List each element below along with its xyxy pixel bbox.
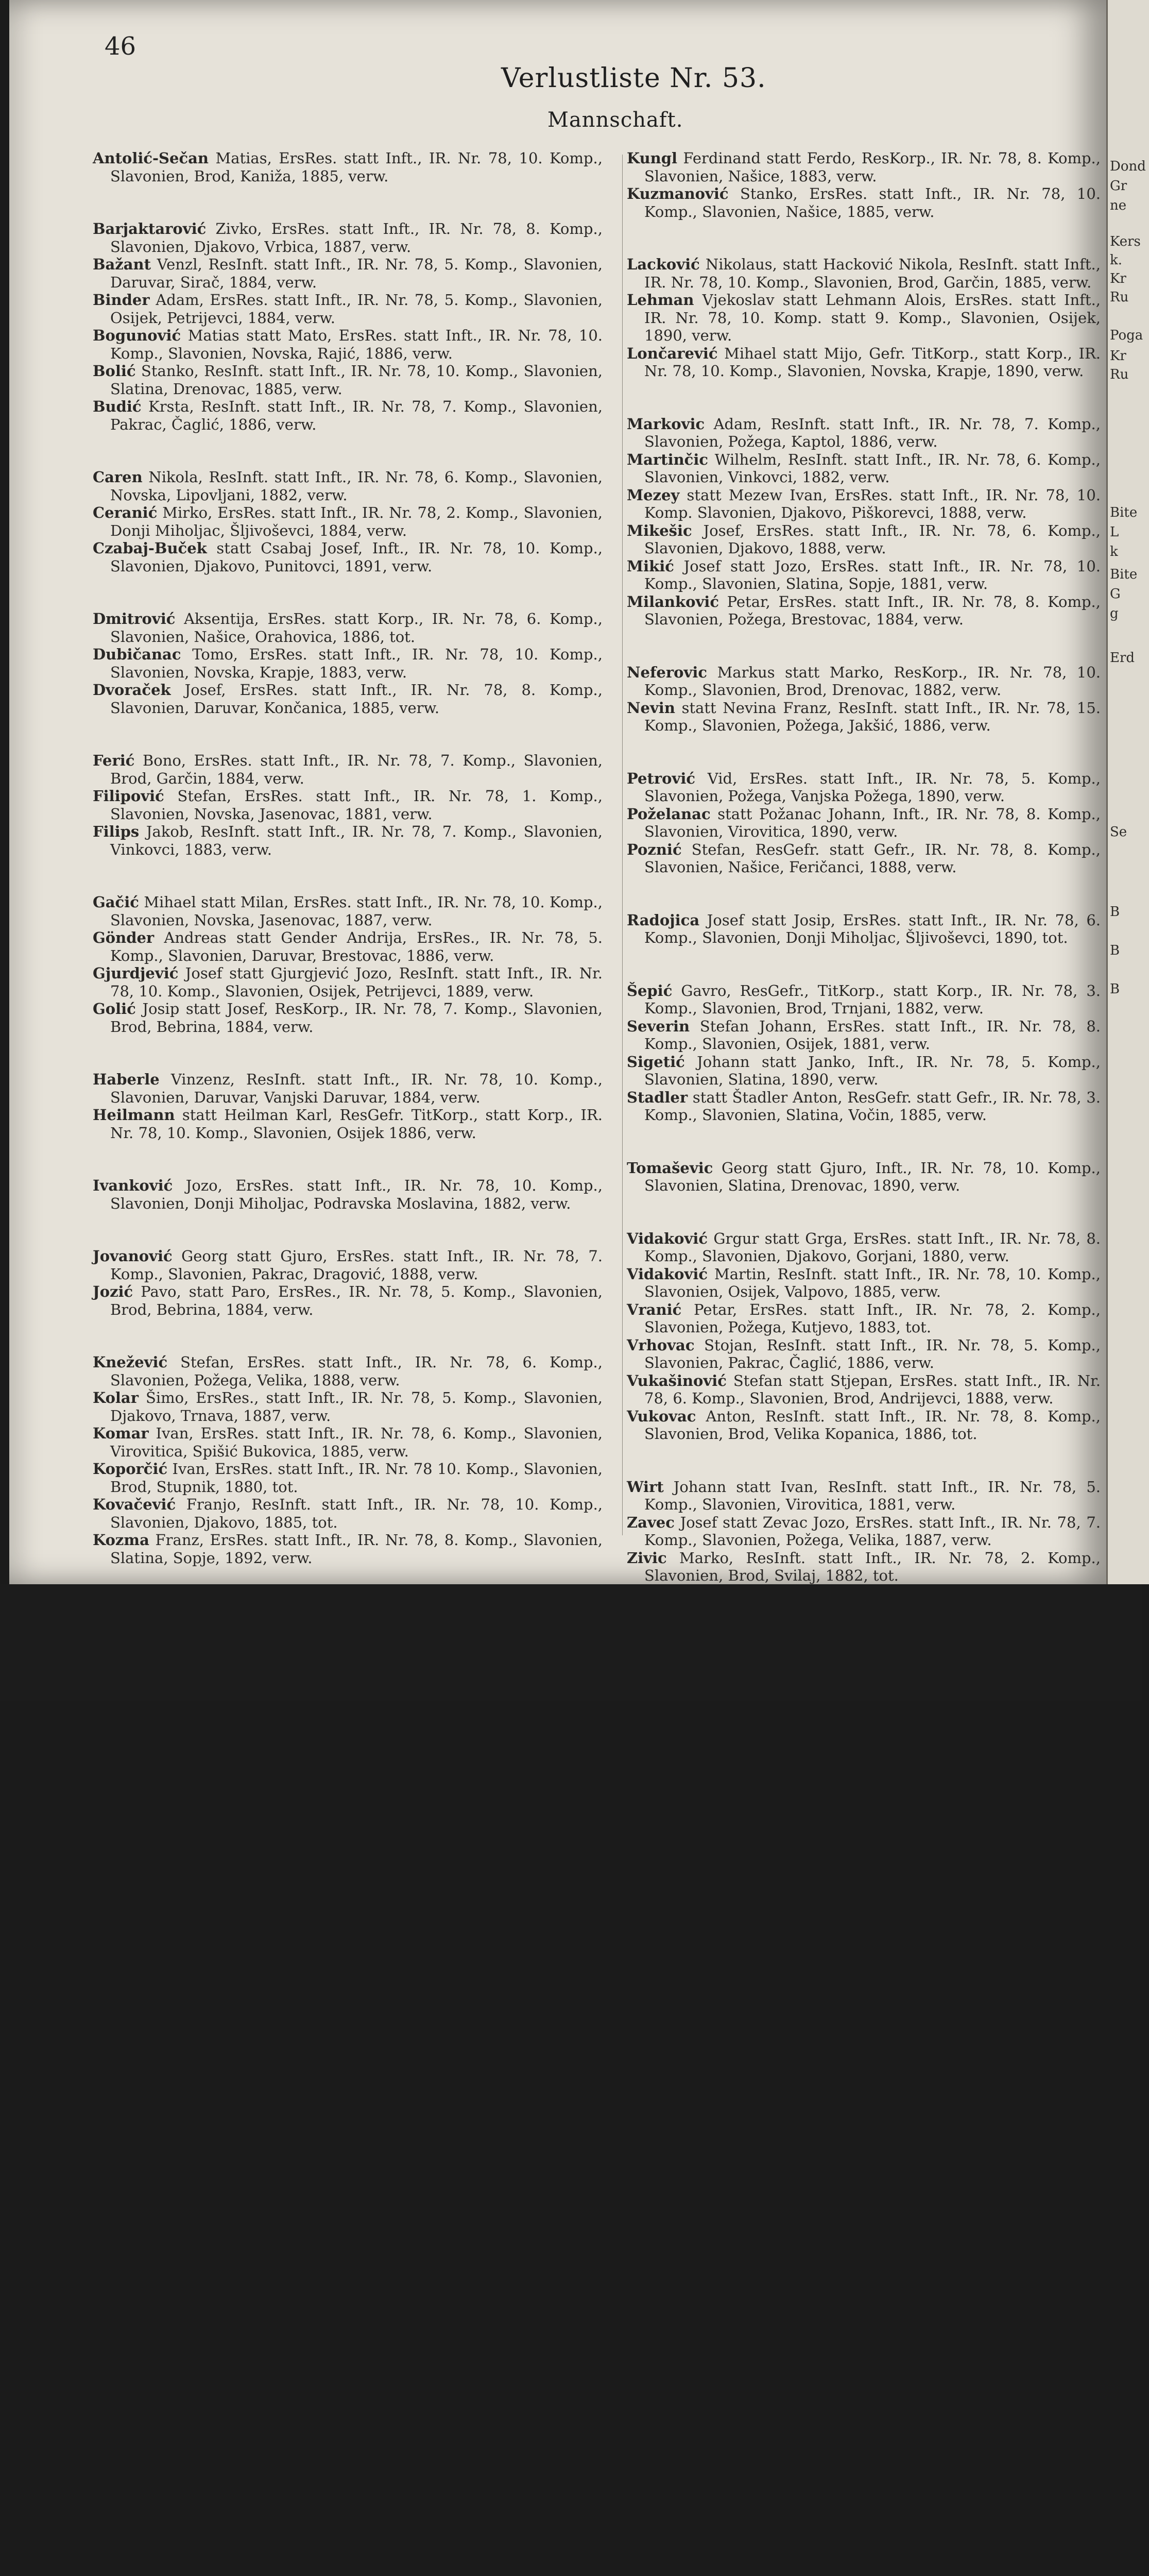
casualty-entry (93, 327, 603, 362)
entry-details: Josef statt Josip, ErsRes. statt Inft., IR. Nr. 78, 6. Komp., Slavonien, Donji Miholjac, Šljivoševci, 1890, tot. (644, 911, 1101, 946)
casualty-entry (627, 451, 1101, 486)
entry-details: Mirko, ErsRes. statt Inft., IR. Nr. 78, 2. Komp., Slavonien, Donji Miholjac, Šljivoševci, 1884, verw. (110, 504, 603, 539)
casualty-entry (93, 681, 603, 717)
entry-surname: Poželanac (627, 805, 711, 823)
entry-details: Gavro, ResGefr., TitKorp., statt Korp., IR. Nr. 78, 3. Komp., Slavonien, Brod, Trnjani, 1882, verw. (644, 981, 1101, 1017)
entry-surname: Bažant (93, 256, 151, 273)
entry-details: Matias, ErsRes. statt Inft., IR. Nr. 78, 10. Komp., Slavonien, Brod, Kaniža, 1885, verw. (110, 149, 603, 185)
entry-surname: Sigetić (627, 1053, 685, 1071)
entry-details: Josef, ErsRes. statt Inft., IR. Nr. 78, 6. Komp., Slavonien, Djakovo, 1888, verw. (644, 521, 1101, 557)
casualty-entry (93, 398, 603, 433)
next-page-fragment: Ru (1110, 290, 1129, 305)
entry-details: statt Csabaj Josef, Inft., IR. Nr. 78, 10. Komp., Slavonien, Djakovo, Punitovci, 1891, verw. (110, 539, 603, 575)
casualty-entry (627, 1089, 1101, 1124)
entry-details: Nikola, ResInft. statt Inft., IR. Nr. 78, 6. Komp., Slavonien, Novska, Lipovljani, 1882, verw. (110, 468, 603, 504)
entry-gap (93, 433, 603, 468)
entry-details: Andreas statt Gender Andrija, ErsRes., IR. Nr. 78, 5. Komp., Slavonien, Daruvar, Brestovac, 1886, verw. (110, 929, 603, 964)
casualty-entry (627, 1336, 1101, 1372)
entry-details: statt Nevina Franz, ResInft. statt Inft., IR. Nr. 78, 15. Komp., Slavonien, Požega, Jakšić, 1886, verw. (644, 699, 1101, 734)
entry-details: Josef statt Zevac Jozo, ErsRes. statt Inft., IR. Nr. 78, 7. Komp., Slavonien, Požega, Velika, 1887, verw. (644, 1513, 1101, 1549)
casualty-entry (627, 557, 1101, 593)
entry-details: statt Mezew Ivan, ErsRes. statt Inft., IR. Nr. 78, 10. Komp. Slavonien, Djakovo, Piškorevci, 1888, verw. (644, 486, 1101, 521)
entry-gap (627, 1124, 1101, 1159)
casualty-entry (627, 149, 1101, 185)
entry-surname: Wirt (627, 1478, 664, 1496)
entry-details: Nikolaus, statt Hacković Nikola, ResInft. statt Inft., IR. Nr. 78, 10. Komp., Slavonien, Brod, Garčin, 1885, verw. (644, 256, 1101, 291)
entry-surname: Filipović (93, 787, 164, 805)
casualty-entry (627, 1159, 1101, 1195)
casualty-entry (93, 823, 603, 858)
casualty-entry (93, 646, 603, 681)
entry-details: Marko, ResInft. statt Inft., IR. Nr. 78, 2. Komp., Slavonien, Brod, Svilaj, 1882, tot. (644, 1549, 1101, 1584)
entry-details: Vjekoslav statt Lehmann Alois, ErsRes. statt Inft., IR. Nr. 78, 10. Komp. statt 9. Komp., Slavonien, Osijek, 1890, verw. (644, 291, 1101, 344)
next-page-fragment: k (1110, 544, 1118, 560)
casualty-entry (627, 486, 1101, 522)
casualty-entry (627, 185, 1101, 221)
page-title: Verlustliste Nr. 53. (501, 63, 766, 94)
entry-surname: Heilmann (93, 1106, 175, 1124)
entry-gap (93, 1036, 603, 1071)
entry-gap (93, 1142, 603, 1177)
casualty-entry (93, 1460, 603, 1496)
entry-details: Venzl, ResInft. statt Inft., IR. Nr. 78, 5. Komp., Slavonien, Daruvar, Sirač, 1884, verw. (110, 256, 603, 291)
entry-details: Grgur statt Grga, ErsRes. statt Inft., IR. Nr. 78, 8. Komp., Slavonien, Djakovo, Gorjani, 1880, verw. (644, 1229, 1101, 1265)
entry-details: Jakob, ResInft. statt Inft., IR. Nr. 78, 7. Komp., Slavonien, Vinkovci, 1883, verw. (110, 823, 603, 858)
next-page-fragment: B (1110, 904, 1120, 920)
casualty-entry (627, 770, 1101, 805)
entry-details: Stanko, ResInft. statt Inft., IR. Nr. 78, 10. Komp., Slavonien, Slatina, Drenovac, 1885, verw. (110, 362, 603, 398)
next-page-fragment: k. (1110, 252, 1123, 268)
next-page-fragment: g (1110, 606, 1119, 621)
casualty-entry (93, 1106, 603, 1142)
next-page-fragment: G (1110, 586, 1121, 602)
casualty-entry (93, 149, 603, 185)
entry-surname: Lončarević (627, 344, 718, 362)
entry-surname: Martinčic (627, 450, 708, 468)
entry-details: Anton, ResInft. statt Inft., IR. Nr. 78, 8. Komp., Slavonien, Brod, Velika Kopanica, 1886, tot. (644, 1407, 1101, 1443)
casualty-entry (627, 982, 1101, 1018)
entry-surname: Filips (93, 823, 140, 840)
entry-details: statt Heilman Karl, ResGefr. TitKorp., statt Korp., IR. Nr. 78, 10. Komp., Slavonien, Osijek 1886, verw. (110, 1106, 603, 1142)
entry-surname: Caren (93, 468, 143, 486)
casualty-entry (627, 415, 1101, 451)
entry-details: Petar, ErsRes. statt Inft., IR. Nr. 78, 8. Komp., Slavonien, Požega, Brestovac, 1884, verw. (644, 592, 1101, 628)
entry-surname: Ceranić (93, 504, 158, 521)
entry-details: Markus statt Marko, ResKorp., IR. Nr. 78, 10. Komp., Slavonien, Brod, Drenovac, 1882, verw. (644, 663, 1101, 699)
casualty-entry (627, 1372, 1101, 1408)
entry-gap (627, 380, 1101, 415)
casualty-entry (93, 1389, 603, 1425)
casualty-entry (93, 752, 603, 787)
next-page-fragment: L (1110, 524, 1119, 540)
entry-details: Mihael statt Mijo, Gefr. TitKorp., statt Korp., IR. Nr. 78, 10. Komp., Slavonien, Novska, Krapje, 1890, verw. (644, 344, 1101, 380)
entry-details: Vid, ErsRes. statt Inft., IR. Nr. 78, 5. Komp., Slavonien, Požega, Vanjska Požega, 1890, verw. (644, 769, 1101, 805)
entry-gap (93, 185, 603, 220)
entry-surname: Czabaj-Buček (93, 539, 207, 557)
entry-details: Adam, ResInft. statt Inft., IR. Nr. 78, 7. Komp., Slavonien, Požega, Kaptol, 1886, verw. (644, 415, 1101, 450)
column-divider (622, 155, 623, 1535)
entry-surname: Antolić-Sečan (93, 149, 209, 167)
next-page-fragment: Bite (1110, 567, 1138, 582)
casualty-entry (93, 468, 603, 504)
entry-surname: Binder (93, 291, 150, 309)
entry-details: Zivko, ErsRes. statt Inft., IR. Nr. 78, 8. Komp., Slavonien, Djakovo, Vrbica, 1887, verw. (110, 220, 603, 256)
casualty-entry (93, 220, 603, 256)
casualty-entry (93, 1425, 603, 1460)
entry-surname: Tomaševic (627, 1159, 713, 1177)
next-page-fragment: Erd (1110, 650, 1135, 666)
entry-surname: Gačić (93, 893, 139, 911)
entry-surname: Budić (93, 398, 142, 415)
entry-surname: Neferovic (627, 663, 708, 681)
entry-surname: Zivic (627, 1549, 667, 1567)
casualty-entry (93, 787, 603, 823)
casualty-entry (627, 345, 1101, 380)
entry-details: Stefan, ResGefr. statt Gefr., IR. Nr. 78, 8. Komp., Slavonien, Našice, Feričanci, 1888, verw. (644, 840, 1101, 876)
entry-details: statt Požanac Johann, Inft., IR. Nr. 78, 8. Komp., Slavonien, Virovitica, 1890, verw. (644, 805, 1101, 840)
casualty-entry (627, 1265, 1101, 1301)
entry-surname: Radojica (627, 911, 700, 929)
entry-surname: Jovanović (93, 1247, 173, 1265)
casualty-entry (93, 256, 603, 291)
entry-details: Josip statt Josef, ResKorp., IR. Nr. 78, 7. Komp., Slavonien, Brod, Bebrina, 1884, verw. (110, 1000, 603, 1036)
next-page-fragment: B (1110, 943, 1120, 958)
casualty-entry (627, 1018, 1101, 1053)
entry-details: Vinzenz, ResInft. statt Inft., IR. Nr. 78, 10. Komp., Slavonien, Daruvar, Vanjski Daruvar, 1884, verw. (110, 1071, 603, 1106)
entry-details: Franjo, ResInft. statt Inft., IR. Nr. 78, 10. Komp., Slavonien, Djakovo, 1885, tot. (110, 1496, 603, 1531)
entry-details: Georg statt Gjuro, Inft., IR. Nr. 78, 10. Komp., Slavonien, Slatina, Drenovac, 1890, verw. (644, 1159, 1101, 1194)
entry-surname: Petrović (627, 769, 696, 787)
casualty-entry (627, 1301, 1101, 1336)
entry-details: Johann statt Ivan, ResInft. statt Inft., IR. Nr. 78, 5. Komp., Slavonien, Virovitica, 1881, verw. (644, 1478, 1101, 1513)
casualty-entry (93, 1177, 603, 1212)
entry-surname: Vidaković (627, 1229, 708, 1247)
entry-details: Ivan, ErsRes. statt Inft., IR. Nr. 78, 6. Komp., Slavonien, Virovitica, Spišić Bukovica, 1885, verw. (110, 1425, 603, 1460)
next-page-fragment: Gr (1110, 178, 1127, 194)
entry-details: Georg statt Gjuro, ErsRes. statt Inft., IR. Nr. 78, 7. Komp., Slavonien, Pakrac, Dragović, 1888, verw. (110, 1247, 603, 1283)
section-title: Mannschaft. (547, 108, 683, 132)
entry-surname: Vranić (627, 1300, 682, 1318)
casualty-entry (93, 1531, 603, 1567)
entry-details: Josef statt Jozo, ErsRes. statt Inft., IR. Nr. 78, 10. Komp., Slavonien, Slatina, Sopje, 1881, verw. (644, 557, 1101, 592)
entry-details: Josef statt Gjurgjević Jozo, ResInft. statt Inft., IR. Nr. 78, 10. Komp., Slavonien, Osijek, Petrijevci, 1889, verw. (110, 964, 603, 1000)
entry-details: Adam, ErsRes. statt Inft., IR. Nr. 78, 5. Komp., Slavonien, Osijek, Petrijevci, 1884, verw. (110, 291, 603, 327)
next-page-fragment: Ru (1110, 367, 1129, 382)
viewer-footer (0, 1584, 1142, 1701)
entry-gap (627, 876, 1101, 911)
entry-surname: Bogunović (93, 327, 181, 344)
casualty-entry (93, 291, 603, 327)
entry-gap (93, 717, 603, 752)
entry-details: Tomo, ErsRes. statt Inft., IR. Nr. 78, 10. Komp., Slavonien, Novska, Krapje, 1883, verw. (110, 646, 603, 681)
entry-surname: Vrhovac (627, 1336, 695, 1354)
next-page-fragment: Kr (1110, 348, 1126, 364)
casualty-entry (93, 1496, 603, 1531)
casualty-entry (93, 893, 603, 929)
entry-surname: Severin (627, 1017, 690, 1035)
entry-details: Johann statt Janko, Inft., IR. Nr. 78, 5. Komp., Slavonien, Slatina, 1890, verw. (644, 1053, 1101, 1088)
casualty-entry (627, 805, 1101, 841)
entry-surname: Markovic (627, 415, 705, 433)
casualty-entry (627, 1230, 1101, 1265)
entry-surname: Kovačević (93, 1496, 176, 1513)
casualty-entry (93, 362, 603, 398)
entry-surname: Dubičanac (93, 646, 181, 663)
casualty-entry (93, 1000, 603, 1036)
casualty-entry (93, 1071, 603, 1106)
entry-surname: Milanković (627, 592, 719, 611)
next-page-fragment: ne (1110, 198, 1127, 213)
entry-surname: Knežević (93, 1353, 168, 1371)
entry-surname: Golić (93, 1000, 136, 1018)
entry-details: Ivan, ErsRes. statt Inft., IR. Nr. 78 10. Komp., Slavonien, Brod, Stupnik, 1880, tot. (110, 1460, 603, 1496)
entry-surname: Barjaktarović (93, 220, 207, 238)
entry-details: Stefan Johann, ErsRes. statt Inft., IR. Nr. 78, 8. Komp., Slavonien, Osijek, 1881, verw. (644, 1017, 1101, 1053)
entry-gap (627, 629, 1101, 664)
entry-details: Jozo, ErsRes. statt Inft., IR. Nr. 78, 10. Komp., Slavonien, Donji Miholjac, Podravska Moslavina, 1882, verw. (110, 1177, 603, 1212)
entry-details: Martin, ResInft. statt Inft., IR. Nr. 78, 10. Komp., Slavonien, Osijek, Valpovo, 1885, verw. (644, 1265, 1101, 1300)
entry-surname: Ivanković (93, 1177, 173, 1194)
entry-details: Matias statt Mato, ErsRes. statt Inft., IR. Nr. 78, 10. Komp., Slavonien, Novska, Rajić, 1886, verw. (110, 327, 603, 362)
entry-surname: Ferić (93, 752, 135, 769)
casualty-entry (627, 1549, 1101, 1585)
casualty-entry (627, 1053, 1101, 1089)
entry-gap (627, 221, 1101, 256)
entry-surname: Gönder (93, 929, 155, 946)
entry-details: Stefan, ErsRes. statt Inft., IR. Nr. 78, 6. Komp., Slavonien, Požega, Velika, 1888, verw. (110, 1353, 603, 1389)
entry-details: Stojan, ResInft. statt Inft., IR. Nr. 78, 5. Komp., Slavonien, Pakrac, Čaglić, 1886, verw. (644, 1336, 1101, 1371)
entry-surname: Dvoraček (93, 681, 171, 699)
next-page-fragment: B (1110, 981, 1120, 997)
right-column (627, 149, 1101, 1620)
entry-surname: Bolić (93, 362, 136, 380)
entry-gap (93, 1212, 603, 1247)
entry-surname: Kungl (627, 149, 678, 167)
casualty-entry (627, 664, 1101, 699)
entry-details: Franz, ErsRes. statt Inft., IR. Nr. 78, 8. Komp., Slavonien, Slatina, Sopje, 1892, verw. (110, 1531, 603, 1567)
casualty-entry (627, 522, 1101, 557)
entry-surname: Mikešic (627, 521, 692, 539)
casualty-entry (93, 1247, 603, 1283)
entry-details: Wilhelm, ResInft. statt Inft., IR. Nr. 78, 6. Komp., Slavonien, Vinkovci, 1882, verw. (644, 450, 1101, 486)
casualty-entry (627, 911, 1101, 947)
entry-details: Šimo, ErsRes., statt Inft., IR. Nr. 78, 5. Komp., Slavonien, Djakovo, Trnava, 1887, verw. (110, 1389, 603, 1425)
page-number: 46 (105, 32, 136, 61)
entry-surname: Kuzmanović (627, 185, 729, 202)
entry-surname: Stadler (627, 1088, 688, 1106)
casualty-entry (627, 699, 1101, 735)
casualty-entry (627, 291, 1101, 345)
entry-details: Ferdinand statt Ferdo, ResKorp., IR. Nr. 78, 8. Komp., Slavonien, Našice, 1883, verw. (644, 149, 1101, 185)
entry-surname: Vukašinović (627, 1371, 727, 1389)
entry-surname: Kozma (93, 1531, 149, 1549)
entry-surname: Lehman (627, 291, 694, 309)
entry-gap (93, 858, 603, 893)
casualty-entry (93, 504, 603, 539)
entry-details: Bono, ErsRes. statt Inft., IR. Nr. 78, 7. Komp., Slavonien, Brod, Garčin, 1884, verw. (110, 752, 603, 787)
entry-details: Petar, ErsRes. statt Inft., IR. Nr. 78, 2. Komp., Slavonien, Požega, Kutjevo, 1883, tot. (644, 1300, 1101, 1336)
entry-details: Mihael statt Milan, ErsRes. statt Inft., IR. Nr. 78, 10. Komp., Slavonien, Novska, Jasenovac, 1887, verw. (110, 893, 603, 929)
entry-gap (627, 735, 1101, 770)
entry-gap (627, 1195, 1101, 1230)
next-page-fragment: Dond (1110, 159, 1146, 174)
entry-surname: Vidaković (627, 1265, 708, 1283)
entry-surname: Komar (93, 1425, 149, 1442)
entry-details: Pavo, statt Paro, ErsRes., IR. Nr. 78, 5. Komp., Slavonien, Brod, Bebrina, 1884, verw. (110, 1283, 603, 1318)
next-page-fragment: Kr (1110, 271, 1126, 286)
casualty-entry (627, 256, 1101, 291)
entry-surname: Koporčić (93, 1460, 168, 1478)
casualty-entry (93, 964, 603, 1000)
entry-surname: Gjurdjević (93, 964, 179, 982)
entry-details: Stanko, ErsRes. statt Inft., IR. Nr. 78, 10. Komp., Slavonien, Našice, 1885, verw. (644, 185, 1101, 221)
casualty-entry (93, 1353, 603, 1389)
entry-surname: Lacković (627, 256, 700, 273)
casualty-entry (93, 539, 603, 575)
entry-surname: Vukovac (627, 1407, 696, 1425)
entry-surname: Dmitrović (93, 610, 176, 628)
casualty-entry (627, 841, 1101, 876)
next-page-fragment: Kers (1110, 234, 1141, 249)
entry-gap (627, 947, 1101, 982)
entry-details: Krsta, ResInft. statt Inft., IR. Nr. 78, 7. Komp., Slavonien, Pakrac, Čaglić, 1886, verw. (110, 398, 603, 433)
entry-surname: Kolar (93, 1389, 139, 1406)
entry-surname: Haberle (93, 1071, 160, 1088)
entry-surname: Mezey (627, 486, 680, 504)
casualty-entry (627, 593, 1101, 629)
entry-gap (93, 1318, 603, 1353)
entry-details: Stefan statt Stjepan, ErsRes. statt Inft., IR. Nr. 78, 6. Komp., Slavonien, Brod, Andrijevci, 1888, verw. (644, 1371, 1101, 1407)
entry-surname: Poznić (627, 840, 682, 858)
next-page-fragment: Poga (1110, 328, 1143, 343)
entry-details: Josef, ErsRes. statt Inft., IR. Nr. 78, 8. Komp., Slavonien, Daruvar, Končanica, 1885, verw. (110, 681, 603, 717)
entry-surname: Jozić (93, 1283, 133, 1300)
casualty-entry (627, 1408, 1101, 1443)
entry-details: statt Štadler Anton, ResGefr. statt Gefr., IR. Nr. 78, 3. Komp., Slavonien, Slatina, Vočin, 1885, verw. (644, 1088, 1101, 1124)
next-page-fragment: Bite (1110, 505, 1138, 520)
left-column (93, 149, 603, 1567)
next-page-fragment: Se (1110, 824, 1127, 840)
entry-surname: Zavec (627, 1513, 675, 1531)
casualty-entry (627, 1514, 1101, 1549)
casualty-entry (93, 929, 603, 964)
entry-surname: Nevin (627, 699, 675, 717)
casualty-entry (627, 1478, 1101, 1514)
entry-details: Stefan, ErsRes. statt Inft., IR. Nr. 78, 1. Komp., Slavonien, Novska, Jasenovac, 1881, verw. (110, 787, 603, 823)
entry-details: Aksentija, ErsRes. statt Korp., IR. Nr. 78, 6. Komp., Slavonien, Našice, Orahovica, 1886, tot. (110, 610, 603, 646)
entry-surname: Šepić (627, 981, 673, 999)
entry-surname: Mikić (627, 557, 674, 575)
casualty-entry (93, 1283, 603, 1318)
casualty-entry (93, 610, 603, 646)
entry-gap (627, 1443, 1101, 1478)
entry-gap (93, 575, 603, 610)
